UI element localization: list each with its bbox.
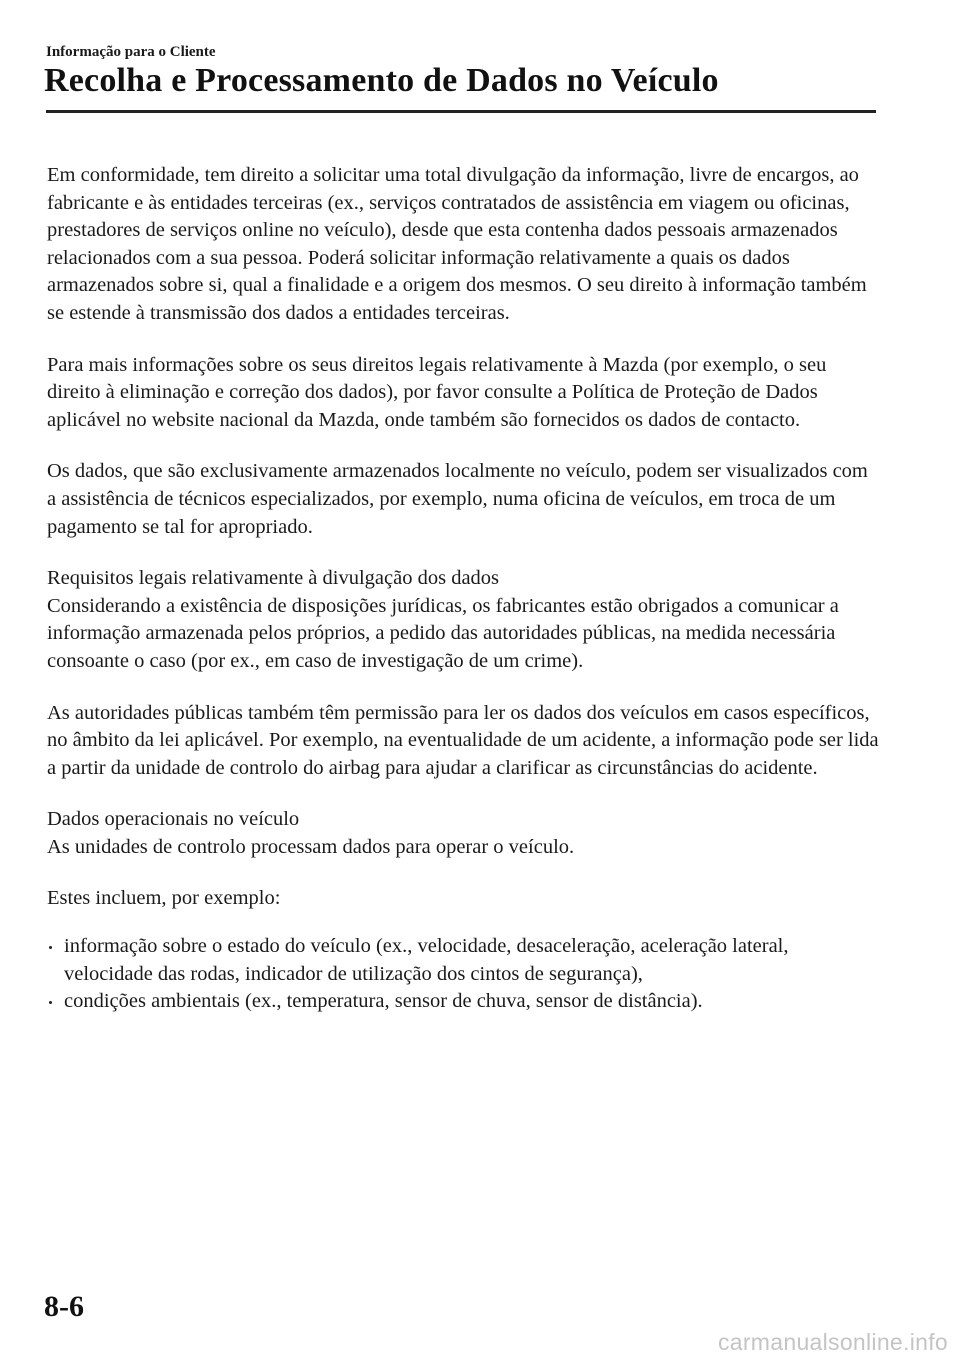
paragraph-disclosure-rights: Em conformidade, tem direito a solicitar uma total divulgação da informação, livre de encargos, ao fabricante e às entidades terceiras (ex., serviços contratados de assistência em viagem ou oficinas, prestadores de serviços online no veículo), desde que esta contenha dados pessoais armazenados relacionados com a sua pessoa. Poderá solicitar informação relativamente a quais os dados armazenados sobre si, qual a finalidade e a origem dos mesmos. O seu direito à informação também se estende à transmissão dos dados a entidades terceiras. (47, 164, 867, 324)
paragraph-examples-intro: Estes incluem, por exemplo: (47, 887, 281, 910)
paragraph-local-data: Os dados, que são exclusivamente armazenados localmente no veículo, podem ser visualizados com a assistência de técnicos especializados, por exemplo, numa oficina de veículos, em troca de um pagamento se tal for apropriado. (47, 460, 868, 538)
paragraph-operational-data (47, 806, 882, 861)
bullet-dot-icon (49, 946, 52, 949)
watermark: carmanualsonline.info (717, 1329, 948, 1355)
paragraph-legal-requirements (47, 565, 882, 675)
paragraph-public-authorities: As autoridades públicas também têm permissão para ler os dados dos veículos em casos específicos, no âmbito da lei aplicável. Por exemplo, na eventualidade de um acidente, a informação pode ser lida a partir da unidade de controlo do airbag para ajudar a clarificar as circunstâncias do acidente. (47, 701, 879, 779)
list-item (47, 933, 882, 988)
page-number: 8-6 (44, 1290, 84, 1323)
operational-heading: Dados operacionais no veículo (47, 808, 300, 831)
example-list (47, 933, 882, 1016)
legal-heading: Requisitos legais relativamente à divulgação dos dados (47, 567, 500, 590)
list-item (47, 988, 882, 1016)
bullet-dot-icon (49, 1001, 52, 1004)
legal-text: Considerando a existência de disposições jurídicas, os fabricantes estão obrigados a comunicar a informação armazenada pelos próprios, a pedido das autoridades públicas, na medida necessária consoante o caso (por ex., em caso de investigação de um crime). (47, 594, 839, 672)
title-divider (46, 110, 876, 113)
document-body (47, 162, 882, 1016)
section-label: Informação para o Cliente (46, 44, 216, 60)
list-item-text: informação sobre o estado do veículo (ex., velocidade, desaceleração, aceleração lateral, velocidade das rodas, indicador de utilização dos cintos de segurança), (64, 935, 789, 985)
paragraph-mazda-rights: Para mais informações sobre os seus direitos legais relativamente à Mazda (por exemplo, o seu direito à eliminação e correção dos dados), por favor consulte a Política de Proteção de Dados aplicável no website nacional da Mazda, onde também são fornecidos os dados de contacto. (47, 353, 827, 431)
list-item-text: condições ambientais (ex., temperatura, sensor de chuva, sensor de distância). (64, 990, 703, 1013)
page-title: Recolha e Processamento de Dados no Veículo (44, 62, 719, 99)
operational-text: As unidades de controlo processam dados para operar o veículo. (47, 835, 575, 858)
